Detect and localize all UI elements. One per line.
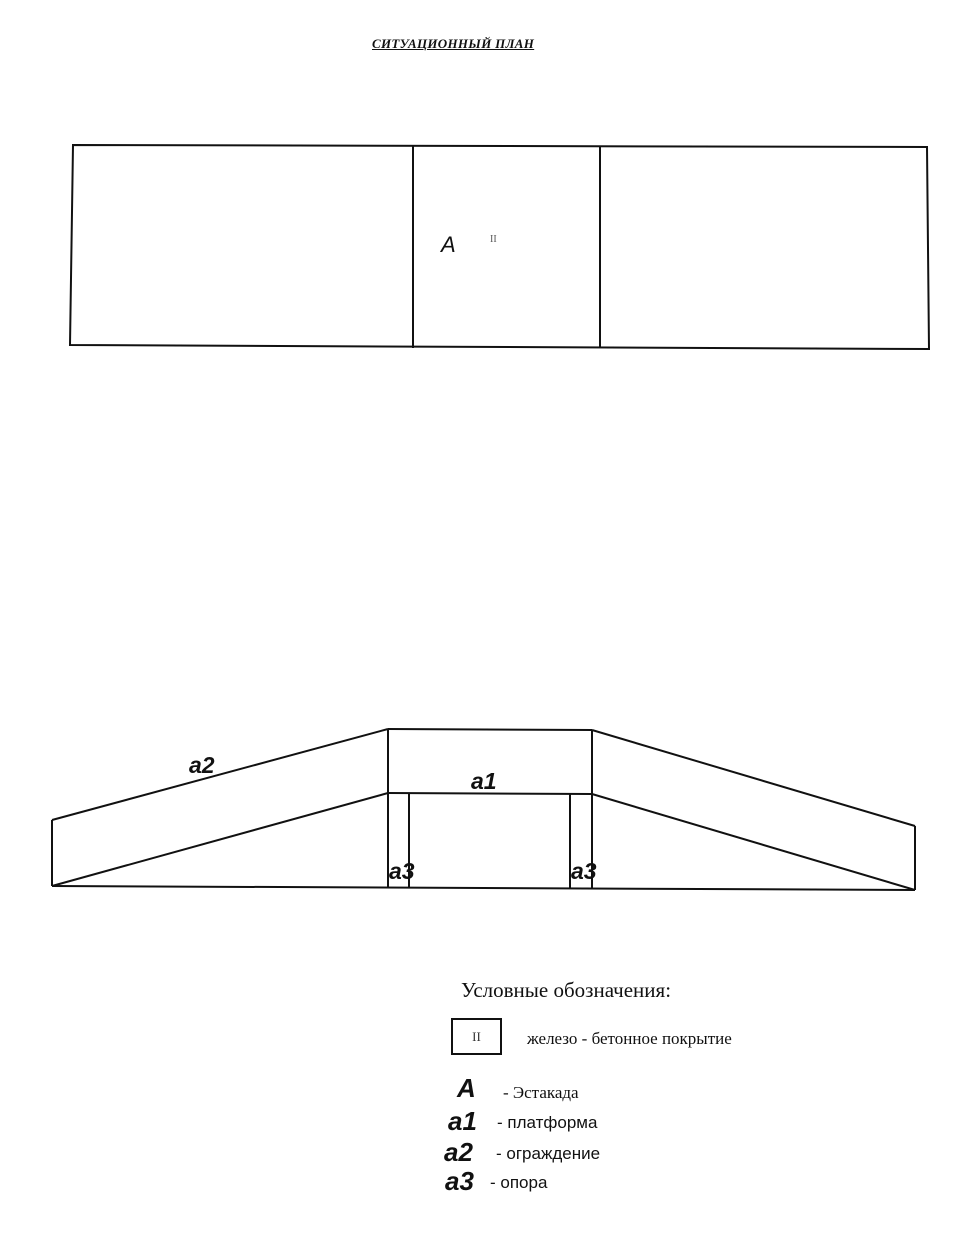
legend-surface-code: II xyxy=(472,1028,481,1044)
legend-surface-desc: железо - бетонное покрытие xyxy=(527,1029,732,1048)
legend-desc-a1: - платформа xyxy=(497,1113,598,1132)
right-ramp-bottom xyxy=(592,794,915,890)
legend-desc-a2: - ограждение xyxy=(496,1144,601,1163)
legend-surface-box xyxy=(451,1018,502,1055)
legend-desc-A: - Эстакада xyxy=(503,1083,579,1102)
label-a1: а1 xyxy=(471,768,497,794)
legend-symbol-A: А xyxy=(457,1073,476,1103)
right-ramp-top xyxy=(592,730,915,826)
legend-symbol-a2: а2 xyxy=(444,1137,473,1167)
plan-surface-code: II xyxy=(490,234,497,245)
legend-symbol-a3: а3 xyxy=(445,1166,474,1196)
section-ground-line xyxy=(52,886,915,890)
legend-title: Условные обозначения: xyxy=(461,978,672,1002)
legend-desc-a3: - опора xyxy=(490,1173,548,1192)
page-title: СИТУАЦИОННЫЙ ПЛАН xyxy=(372,36,535,51)
label-a2: а2 xyxy=(189,752,215,778)
legend-symbol-a1: а1 xyxy=(448,1106,477,1136)
platform-top xyxy=(388,729,592,730)
label-a3-right: а3 xyxy=(571,858,597,884)
label-a3-left: а3 xyxy=(389,858,415,884)
plan-outline xyxy=(70,145,929,349)
plan-label-estakada: А xyxy=(441,232,456,257)
